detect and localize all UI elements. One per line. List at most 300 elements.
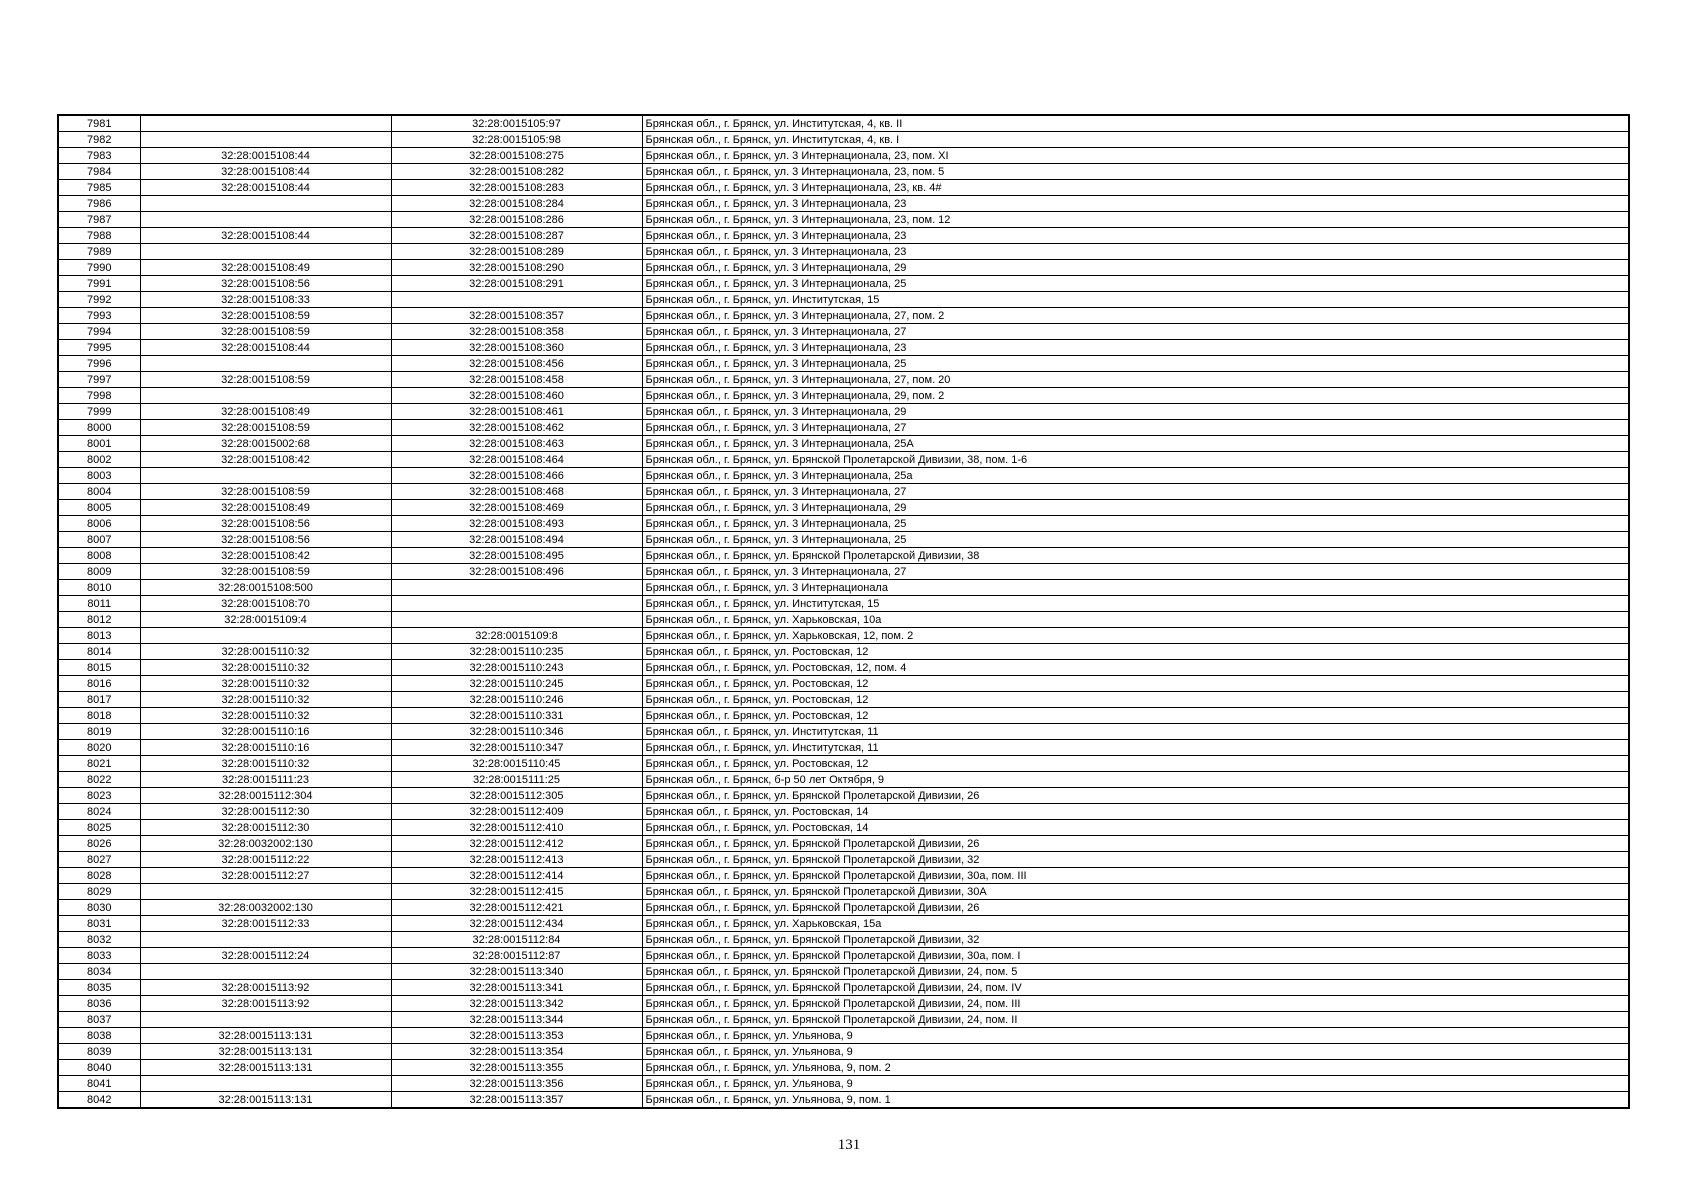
cadastral-number-cell: 32:28:0015112:84 xyxy=(391,932,642,948)
table-row xyxy=(58,276,1629,292)
table-row xyxy=(58,948,1629,964)
row-number-cell: 8021 xyxy=(58,756,140,772)
row-number-cell: 8029 xyxy=(58,884,140,900)
parent-cadastral-number-cell: 32:28:0015108:49 xyxy=(140,500,391,516)
address-cell: Брянская обл., г. Брянск, ул. Брянской Пролетарской Дивизии, 24, пом. II xyxy=(642,1012,1629,1028)
parent-cadastral-number-cell: 32:28:0015108:49 xyxy=(140,260,391,276)
cadastral-number-cell: 32:28:0015108:290 xyxy=(391,260,642,276)
table-row xyxy=(58,868,1629,884)
table-row xyxy=(58,180,1629,196)
row-number-cell: 7985 xyxy=(58,180,140,196)
table-row xyxy=(58,596,1629,612)
row-number-cell: 8035 xyxy=(58,980,140,996)
parent-cadastral-number-cell: 32:28:0015108:59 xyxy=(140,372,391,388)
address-cell: Брянская обл., г. Брянск, ул. Брянской Пролетарской Дивизии, 30а, пом. I xyxy=(642,948,1629,964)
registry-table xyxy=(57,114,1630,1109)
address-cell: Брянская обл., г. Брянск, ул. Институтская, 15 xyxy=(642,292,1629,308)
cadastral-number-cell: 32:28:0015110:347 xyxy=(391,740,642,756)
parent-cadastral-number-cell: 32:28:0015110:32 xyxy=(140,644,391,660)
address-cell: Брянская обл., г. Брянск, ул. Ростовская, 12, пом. 4 xyxy=(642,660,1629,676)
table-row xyxy=(58,1092,1629,1109)
row-number-cell: 8025 xyxy=(58,820,140,836)
page-number: 131 xyxy=(837,1137,861,1153)
address-cell: Брянская обл., г. Брянск, ул. Ульянова, 9, пом. 1 xyxy=(642,1092,1629,1109)
parent-cadastral-number-cell: 32:28:0015112:33 xyxy=(140,916,391,932)
row-number-cell: 7994 xyxy=(58,324,140,340)
cadastral-number-cell: 32:28:0015112:305 xyxy=(391,788,642,804)
cadastral-number-cell: 32:28:0015108:461 xyxy=(391,404,642,420)
table-row xyxy=(58,484,1629,500)
address-cell: Брянская обл., г. Брянск, ул. Харьковская, 15а xyxy=(642,916,1629,932)
table-row xyxy=(58,436,1629,452)
row-number-cell: 8031 xyxy=(58,916,140,932)
cadastral-number-cell: 32:28:0015113:353 xyxy=(391,1028,642,1044)
row-number-cell: 7981 xyxy=(58,115,140,132)
row-number-cell: 7983 xyxy=(58,148,140,164)
table-row xyxy=(58,724,1629,740)
address-cell: Брянская обл., г. Брянск, ул. Брянской Пролетарской Дивизии, 38 xyxy=(642,548,1629,564)
parent-cadastral-number-cell: 32:28:0015112:27 xyxy=(140,868,391,884)
cadastral-number-cell: 32:28:0015108:462 xyxy=(391,420,642,436)
address-cell: Брянская обл., г. Брянск, ул. 3 Интернационала xyxy=(642,580,1629,596)
address-cell: Брянская обл., г. Брянск, ул. Брянской Пролетарской Дивизии, 30А xyxy=(642,884,1629,900)
address-cell: Брянская обл., г. Брянск, ул. Брянской Пролетарской Дивизии, 24, пом. IV xyxy=(642,980,1629,996)
table-row xyxy=(58,372,1629,388)
row-number-cell: 8042 xyxy=(58,1092,140,1109)
parent-cadastral-number-cell xyxy=(140,132,391,148)
table-row xyxy=(58,340,1629,356)
address-cell: Брянская обл., г. Брянск, ул. Брянской Пролетарской Дивизии, 26 xyxy=(642,788,1629,804)
address-cell: Брянская обл., г. Брянск, ул. Брянской Пролетарской Дивизии, 26 xyxy=(642,900,1629,916)
row-number-cell: 8038 xyxy=(58,1028,140,1044)
row-number-cell: 7989 xyxy=(58,244,140,260)
table-row xyxy=(58,292,1629,308)
cadastral-number-cell: 32:28:0015113:355 xyxy=(391,1060,642,1076)
parent-cadastral-number-cell xyxy=(140,628,391,644)
table-row xyxy=(58,115,1629,132)
table-row xyxy=(58,452,1629,468)
table-row xyxy=(58,692,1629,708)
parent-cadastral-number-cell: 32:28:0015108:44 xyxy=(140,228,391,244)
table-row xyxy=(58,900,1629,916)
parent-cadastral-number-cell xyxy=(140,964,391,980)
row-number-cell: 7987 xyxy=(58,212,140,228)
parent-cadastral-number-cell xyxy=(140,388,391,404)
table-row xyxy=(58,1028,1629,1044)
parent-cadastral-number-cell: 32:28:0015108:49 xyxy=(140,404,391,420)
table-row xyxy=(58,644,1629,660)
address-cell: Брянская обл., г. Брянск, ул. 3 Интернационала, 23 xyxy=(642,228,1629,244)
parent-cadastral-number-cell: 32:28:0015110:32 xyxy=(140,660,391,676)
row-number-cell: 8016 xyxy=(58,676,140,692)
cadastral-number-cell: 32:28:0015110:243 xyxy=(391,660,642,676)
table-row xyxy=(58,468,1629,484)
table-row xyxy=(58,916,1629,932)
parent-cadastral-number-cell xyxy=(140,356,391,372)
row-number-cell: 8013 xyxy=(58,628,140,644)
address-cell: Брянская обл., г. Брянск, ул. Ростовская, 12 xyxy=(642,692,1629,708)
parent-cadastral-number-cell xyxy=(140,196,391,212)
row-number-cell: 8028 xyxy=(58,868,140,884)
row-number-cell: 8002 xyxy=(58,452,140,468)
address-cell: Брянская обл., г. Брянск, ул. Ростовская, 14 xyxy=(642,820,1629,836)
parent-cadastral-number-cell: 32:28:0015110:32 xyxy=(140,708,391,724)
table-row xyxy=(58,964,1629,980)
registry-table-body xyxy=(58,115,1629,1108)
cadastral-number-cell: 32:28:0015108:286 xyxy=(391,212,642,228)
row-number-cell: 8026 xyxy=(58,836,140,852)
cadastral-number-cell: 32:28:0015110:346 xyxy=(391,724,642,740)
table-row xyxy=(58,548,1629,564)
cadastral-number-cell: 32:28:0015110:45 xyxy=(391,756,642,772)
cadastral-number-cell: 32:28:0015110:331 xyxy=(391,708,642,724)
row-number-cell: 8007 xyxy=(58,532,140,548)
row-number-cell: 8022 xyxy=(58,772,140,788)
parent-cadastral-number-cell: 32:28:0015113:92 xyxy=(140,980,391,996)
parent-cadastral-number-cell: 32:28:0015113:92 xyxy=(140,996,391,1012)
table-row xyxy=(58,580,1629,596)
address-cell: Брянская обл., г. Брянск, ул. Институтская, 15 xyxy=(642,596,1629,612)
row-number-cell: 8009 xyxy=(58,564,140,580)
parent-cadastral-number-cell xyxy=(140,115,391,132)
row-number-cell: 8004 xyxy=(58,484,140,500)
address-cell: Брянская обл., г. Брянск, ул. Харьковская, 12, пом. 2 xyxy=(642,628,1629,644)
cadastral-number-cell xyxy=(391,596,642,612)
cadastral-number-cell: 32:28:0015108:493 xyxy=(391,516,642,532)
address-cell: Брянская обл., г. Брянск, ул. Институтская, 11 xyxy=(642,740,1629,756)
row-number-cell: 7998 xyxy=(58,388,140,404)
row-number-cell: 8027 xyxy=(58,852,140,868)
cadastral-number-cell: 32:28:0015113:354 xyxy=(391,1044,642,1060)
address-cell: Брянская обл., г. Брянск, ул. Брянской Пролетарской Дивизии, 30а, пом. III xyxy=(642,868,1629,884)
cadastral-number-cell: 32:28:0015108:287 xyxy=(391,228,642,244)
table-row xyxy=(58,516,1629,532)
address-cell: Брянская обл., г. Брянск, ул. 3 Интернационала, 27 xyxy=(642,564,1629,580)
address-cell: Брянская обл., г. Брянск, ул. Ростовская, 12 xyxy=(642,756,1629,772)
address-cell: Брянская обл., г. Брянск, ул. Ростовская, 12 xyxy=(642,644,1629,660)
row-number-cell: 7991 xyxy=(58,276,140,292)
parent-cadastral-number-cell: 32:28:0015112:30 xyxy=(140,804,391,820)
cadastral-number-cell: 32:28:0015113:342 xyxy=(391,996,642,1012)
cadastral-number-cell: 32:28:0015109:8 xyxy=(391,628,642,644)
table-row xyxy=(58,804,1629,820)
row-number-cell: 8036 xyxy=(58,996,140,1012)
row-number-cell: 7993 xyxy=(58,308,140,324)
parent-cadastral-number-cell: 32:28:0015108:59 xyxy=(140,564,391,580)
address-cell: Брянская обл., г. Брянск, ул. 3 Интернационала, 25 xyxy=(642,516,1629,532)
parent-cadastral-number-cell: 32:28:0015108:44 xyxy=(140,164,391,180)
table-row xyxy=(58,420,1629,436)
address-cell: Брянская обл., г. Брянск, ул. 3 Интернационала, 25 xyxy=(642,276,1629,292)
address-cell: Брянская обл., г. Брянск, ул. 3 Интернационала, 23 xyxy=(642,196,1629,212)
row-number-cell: 8000 xyxy=(58,420,140,436)
cadastral-number-cell xyxy=(391,580,642,596)
table-row xyxy=(58,196,1629,212)
table-row xyxy=(58,500,1629,516)
cadastral-number-cell: 32:28:0015108:460 xyxy=(391,388,642,404)
parent-cadastral-number-cell: 32:28:0015108:42 xyxy=(140,452,391,468)
cadastral-number-cell: 32:28:0015113:340 xyxy=(391,964,642,980)
row-number-cell: 8017 xyxy=(58,692,140,708)
cadastral-number-cell: 32:28:0015111:25 xyxy=(391,772,642,788)
cadastral-number-cell xyxy=(391,292,642,308)
table-row xyxy=(58,132,1629,148)
address-cell: Брянская обл., г. Брянск, ул. Ростовская, 14 xyxy=(642,804,1629,820)
table-row xyxy=(58,1044,1629,1060)
parent-cadastral-number-cell: 32:28:0015108:44 xyxy=(140,148,391,164)
table-row xyxy=(58,772,1629,788)
address-cell: Брянская обл., г. Брянск, ул. 3 Интернационала, 29 xyxy=(642,260,1629,276)
table-row xyxy=(58,228,1629,244)
parent-cadastral-number-cell: 32:28:0015112:304 xyxy=(140,788,391,804)
row-number-cell: 7984 xyxy=(58,164,140,180)
cadastral-number-cell: 32:28:0015108:284 xyxy=(391,196,642,212)
table-row xyxy=(58,324,1629,340)
row-number-cell: 8015 xyxy=(58,660,140,676)
address-cell: Брянская обл., г. Брянск, ул. 3 Интернационала, 25а xyxy=(642,468,1629,484)
parent-cadastral-number-cell: 32:28:0015110:16 xyxy=(140,724,391,740)
row-number-cell: 8037 xyxy=(58,1012,140,1028)
cadastral-number-cell: 32:28:0015112:421 xyxy=(391,900,642,916)
parent-cadastral-number-cell: 32:28:0015108:59 xyxy=(140,484,391,500)
table-row xyxy=(58,564,1629,580)
table-row xyxy=(58,628,1629,644)
parent-cadastral-number-cell xyxy=(140,212,391,228)
cadastral-number-cell: 32:28:0015108:289 xyxy=(391,244,642,260)
cadastral-number-cell: 32:28:0015112:413 xyxy=(391,852,642,868)
address-cell: Брянская обл., г. Брянск, ул. 3 Интернационала, 23 xyxy=(642,244,1629,260)
parent-cadastral-number-cell: 32:28:0015108:59 xyxy=(140,308,391,324)
address-cell: Брянская обл., г. Брянск, ул. 3 Интернационала, 23 xyxy=(642,340,1629,356)
row-number-cell: 8041 xyxy=(58,1076,140,1092)
address-cell: Брянская обл., г. Брянск, ул. Ростовская, 12 xyxy=(642,676,1629,692)
row-number-cell: 8023 xyxy=(58,788,140,804)
row-number-cell: 8020 xyxy=(58,740,140,756)
cadastral-number-cell: 32:28:0015105:98 xyxy=(391,132,642,148)
table-row xyxy=(58,932,1629,948)
parent-cadastral-number-cell: 32:28:0015111:23 xyxy=(140,772,391,788)
parent-cadastral-number-cell: 32:28:0015108:56 xyxy=(140,276,391,292)
cadastral-number-cell: 32:28:0015113:357 xyxy=(391,1092,642,1109)
table-row xyxy=(58,244,1629,260)
address-cell: Брянская обл., г. Брянск, ул. Ульянова, 9 xyxy=(642,1044,1629,1060)
parent-cadastral-number-cell xyxy=(140,468,391,484)
row-number-cell: 8039 xyxy=(58,1044,140,1060)
cadastral-number-cell: 32:28:0015108:458 xyxy=(391,372,642,388)
parent-cadastral-number-cell: 32:28:0015108:42 xyxy=(140,548,391,564)
cadastral-number-cell: 32:28:0015108:466 xyxy=(391,468,642,484)
cadastral-number-cell: 32:28:0015108:494 xyxy=(391,532,642,548)
address-cell: Брянская обл., г. Брянск, ул. 3 Интернационала, 29 xyxy=(642,500,1629,516)
row-number-cell: 7988 xyxy=(58,228,140,244)
cadastral-number-cell xyxy=(391,612,642,628)
row-number-cell: 8018 xyxy=(58,708,140,724)
parent-cadastral-number-cell xyxy=(140,932,391,948)
cadastral-number-cell: 32:28:0015110:246 xyxy=(391,692,642,708)
table-row xyxy=(58,996,1629,1012)
row-number-cell: 8001 xyxy=(58,436,140,452)
cadastral-number-cell: 32:28:0015108:469 xyxy=(391,500,642,516)
parent-cadastral-number-cell: 32:28:0032002:130 xyxy=(140,836,391,852)
address-cell: Брянская обл., г. Брянск, ул. Брянской Пролетарской Дивизии, 38, пом. 1-6 xyxy=(642,452,1629,468)
table-row xyxy=(58,356,1629,372)
parent-cadastral-number-cell: 32:28:0015108:56 xyxy=(140,532,391,548)
address-cell: Брянская обл., г. Брянск, ул. 3 Интернационала, 25 xyxy=(642,356,1629,372)
parent-cadastral-number-cell: 32:28:0032002:130 xyxy=(140,900,391,916)
parent-cadastral-number-cell: 32:28:0015108:70 xyxy=(140,596,391,612)
row-number-cell: 7995 xyxy=(58,340,140,356)
address-cell: Брянская обл., г. Брянск, ул. 3 Интернационала, 23, пом. 12 xyxy=(642,212,1629,228)
cadastral-number-cell: 32:28:0015113:356 xyxy=(391,1076,642,1092)
table-row xyxy=(58,1076,1629,1092)
address-cell: Брянская обл., г. Брянск, ул. Харьковская, 10а xyxy=(642,612,1629,628)
parent-cadastral-number-cell xyxy=(140,884,391,900)
table-row xyxy=(58,852,1629,868)
row-number-cell: 7999 xyxy=(58,404,140,420)
table-row xyxy=(58,148,1629,164)
row-number-cell: 7992 xyxy=(58,292,140,308)
parent-cadastral-number-cell: 32:28:0015110:32 xyxy=(140,676,391,692)
cadastral-number-cell: 32:28:0015108:282 xyxy=(391,164,642,180)
cadastral-number-cell: 32:28:0015108:275 xyxy=(391,148,642,164)
parent-cadastral-number-cell: 32:28:0015108:56 xyxy=(140,516,391,532)
row-number-cell: 8033 xyxy=(58,948,140,964)
address-cell: Брянская обл., г. Брянск, ул. 3 Интернационала, 27 xyxy=(642,324,1629,340)
table-row xyxy=(58,676,1629,692)
table-row xyxy=(58,308,1629,324)
address-cell: Брянская обл., г. Брянск, ул. 3 Интернационала, 27, пом. 20 xyxy=(642,372,1629,388)
parent-cadastral-number-cell: 32:28:0015112:22 xyxy=(140,852,391,868)
address-cell: Брянская обл., г. Брянск, ул. Брянской Пролетарской Дивизии, 32 xyxy=(642,852,1629,868)
cadastral-number-cell: 32:28:0015112:87 xyxy=(391,948,642,964)
row-number-cell: 8006 xyxy=(58,516,140,532)
cadastral-number-cell: 32:28:0015108:463 xyxy=(391,436,642,452)
cadastral-number-cell: 32:28:0015112:434 xyxy=(391,916,642,932)
row-number-cell: 8024 xyxy=(58,804,140,820)
table-row xyxy=(58,660,1629,676)
parent-cadastral-number-cell: 32:28:0015113:131 xyxy=(140,1044,391,1060)
address-cell: Брянская обл., г. Брянск, ул. 3 Интернационала, 27 xyxy=(642,484,1629,500)
address-cell: Брянская обл., г. Брянск, ул. 3 Интернационала, 29, пом. 2 xyxy=(642,388,1629,404)
cadastral-number-cell: 32:28:0015112:412 xyxy=(391,836,642,852)
table-row xyxy=(58,260,1629,276)
parent-cadastral-number-cell: 32:28:0015108:44 xyxy=(140,340,391,356)
parent-cadastral-number-cell: 32:28:0015109:4 xyxy=(140,612,391,628)
table-row xyxy=(58,164,1629,180)
cadastral-number-cell: 32:28:0015113:341 xyxy=(391,980,642,996)
cadastral-number-cell: 32:28:0015108:496 xyxy=(391,564,642,580)
parent-cadastral-number-cell: 32:28:0015112:24 xyxy=(140,948,391,964)
table-row xyxy=(58,756,1629,772)
address-cell: Брянская обл., г. Брянск, б-р 50 лет Октября, 9 xyxy=(642,772,1629,788)
cadastral-number-cell: 32:28:0015105:97 xyxy=(391,115,642,132)
parent-cadastral-number-cell: 32:28:0015110:32 xyxy=(140,756,391,772)
table-row xyxy=(58,740,1629,756)
address-cell: Брянская обл., г. Брянск, ул. 3 Интернационала, 25А xyxy=(642,436,1629,452)
address-cell: Брянская обл., г. Брянск, ул. Брянской Пролетарской Дивизии, 32 xyxy=(642,932,1629,948)
parent-cadastral-number-cell: 32:28:0015002:68 xyxy=(140,436,391,452)
table-row xyxy=(58,388,1629,404)
cadastral-number-cell: 32:28:0015108:360 xyxy=(391,340,642,356)
address-cell: Брянская обл., г. Брянск, ул. Брянской Пролетарской Дивизии, 26 xyxy=(642,836,1629,852)
address-cell: Брянская обл., г. Брянск, ул. 3 Интернационала, 27, пом. 2 xyxy=(642,308,1629,324)
address-cell: Брянская обл., г. Брянск, ул. 3 Интернационала, 23, пом. 5 xyxy=(642,164,1629,180)
row-number-cell: 8008 xyxy=(58,548,140,564)
address-cell: Брянская обл., г. Брянск, ул. Ульянова, 9 xyxy=(642,1076,1629,1092)
address-cell: Брянская обл., г. Брянск, ул. Брянской Пролетарской Дивизии, 24, пом. III xyxy=(642,996,1629,1012)
address-cell: Брянская обл., г. Брянск, ул. 3 Интернационала, 25 xyxy=(642,532,1629,548)
row-number-cell: 8011 xyxy=(58,596,140,612)
cadastral-number-cell: 32:28:0015108:468 xyxy=(391,484,642,500)
table-row xyxy=(58,820,1629,836)
table-row xyxy=(58,884,1629,900)
cadastral-number-cell: 32:28:0015108:357 xyxy=(391,308,642,324)
cadastral-number-cell: 32:28:0015110:245 xyxy=(391,676,642,692)
address-cell: Брянская обл., г. Брянск, ул. Институтская, 4, кв. I xyxy=(642,132,1629,148)
table-row xyxy=(58,788,1629,804)
row-number-cell: 8014 xyxy=(58,644,140,660)
row-number-cell: 8030 xyxy=(58,900,140,916)
parent-cadastral-number-cell: 32:28:0015113:131 xyxy=(140,1092,391,1109)
parent-cadastral-number-cell: 32:28:0015110:32 xyxy=(140,692,391,708)
cadastral-number-cell: 32:28:0015112:415 xyxy=(391,884,642,900)
row-number-cell: 8005 xyxy=(58,500,140,516)
address-cell: Брянская обл., г. Брянск, ул. Институтская, 4, кв. II xyxy=(642,115,1629,132)
row-number-cell: 7982 xyxy=(58,132,140,148)
parent-cadastral-number-cell: 32:28:0015108:59 xyxy=(140,420,391,436)
cadastral-number-cell: 32:28:0015108:283 xyxy=(391,180,642,196)
table-row xyxy=(58,1012,1629,1028)
cadastral-number-cell: 32:28:0015108:456 xyxy=(391,356,642,372)
row-number-cell: 8019 xyxy=(58,724,140,740)
parent-cadastral-number-cell: 32:28:0015108:500 xyxy=(140,580,391,596)
parent-cadastral-number-cell: 32:28:0015108:33 xyxy=(140,292,391,308)
row-number-cell: 8010 xyxy=(58,580,140,596)
row-number-cell: 8012 xyxy=(58,612,140,628)
row-number-cell: 7997 xyxy=(58,372,140,388)
address-cell: Брянская обл., г. Брянск, ул. Институтская, 11 xyxy=(642,724,1629,740)
address-cell: Брянская обл., г. Брянск, ул. 3 Интернационала, 27 xyxy=(642,420,1629,436)
row-number-cell: 8032 xyxy=(58,932,140,948)
parent-cadastral-number-cell: 32:28:0015113:131 xyxy=(140,1028,391,1044)
table-row xyxy=(58,836,1629,852)
address-cell: Брянская обл., г. Брянск, ул. Ростовская, 12 xyxy=(642,708,1629,724)
address-cell: Брянская обл., г. Брянск, ул. 3 Интернационала, 23, пом. XI xyxy=(642,148,1629,164)
row-number-cell: 7996 xyxy=(58,356,140,372)
cadastral-number-cell: 32:28:0015110:235 xyxy=(391,644,642,660)
parent-cadastral-number-cell: 32:28:0015110:16 xyxy=(140,740,391,756)
parent-cadastral-number-cell: 32:28:0015113:131 xyxy=(140,1060,391,1076)
parent-cadastral-number-cell: 32:28:0015108:59 xyxy=(140,324,391,340)
row-number-cell: 7986 xyxy=(58,196,140,212)
cadastral-number-cell: 32:28:0015108:291 xyxy=(391,276,642,292)
cadastral-number-cell: 32:28:0015112:414 xyxy=(391,868,642,884)
parent-cadastral-number-cell: 32:28:0015112:30 xyxy=(140,820,391,836)
table-row xyxy=(58,404,1629,420)
cadastral-number-cell: 32:28:0015112:409 xyxy=(391,804,642,820)
row-number-cell: 8003 xyxy=(58,468,140,484)
cadastral-number-cell: 32:28:0015112:410 xyxy=(391,820,642,836)
table-row xyxy=(58,612,1629,628)
parent-cadastral-number-cell xyxy=(140,244,391,260)
table-row xyxy=(58,708,1629,724)
registry-table-container xyxy=(57,114,1628,1109)
address-cell: Брянская обл., г. Брянск, ул. Ульянова, 9, пом. 2 xyxy=(642,1060,1629,1076)
row-number-cell: 7990 xyxy=(58,260,140,276)
cadastral-number-cell: 32:28:0015108:358 xyxy=(391,324,642,340)
address-cell: Брянская обл., г. Брянск, ул. Брянской Пролетарской Дивизии, 24, пом. 5 xyxy=(642,964,1629,980)
table-row xyxy=(58,1060,1629,1076)
